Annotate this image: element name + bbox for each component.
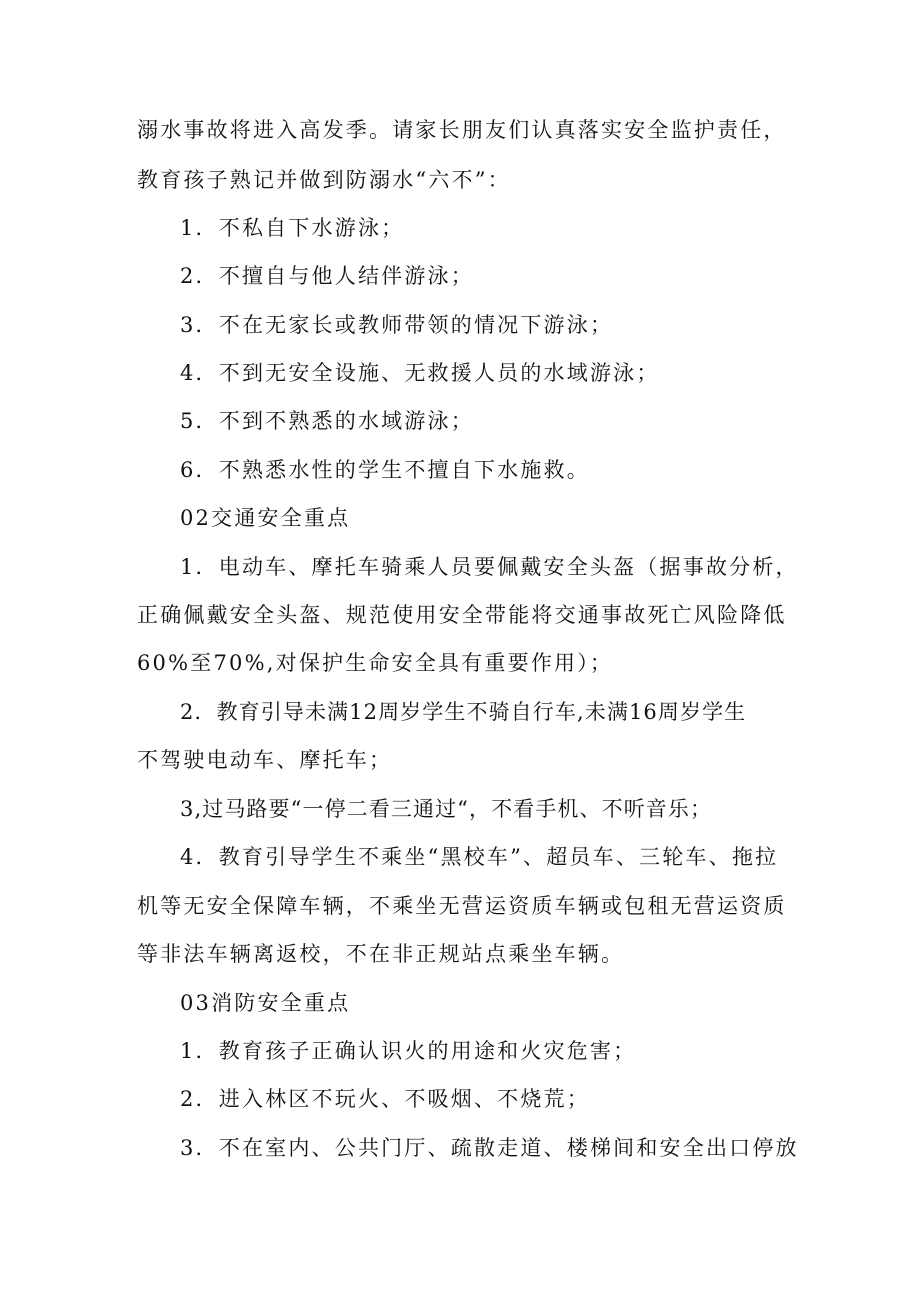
section-heading: 03消防安全重点	[180, 991, 351, 1015]
list-item: 2．不擅自与他人结伴游泳；	[180, 264, 474, 288]
list-item: 1．电动车、摩托车骑乘人员要佩戴安全头盔（据事故分析，	[180, 555, 799, 579]
list-item: 3．不在无家长或教师带领的情况下游泳；	[180, 313, 614, 337]
paragraph-line: 60%至70%,对保护生命安全具有重要作用）；	[137, 651, 614, 675]
section-heading: 02交通安全重点	[180, 506, 351, 530]
list-item: 1．不私自下水游泳；	[180, 216, 405, 240]
paragraph-line: 溺水事故将进入高发季。请家长朋友们认真落实安全监护责任，	[137, 118, 787, 142]
list-item: 3,过马路要“一停二看三通过“，不看手机、不听音乐；	[180, 797, 713, 821]
list-item: 6．不熟悉水性的学生不擅自下水施救。	[180, 458, 590, 482]
list-item: 2．进入林区不玩火、不吸烟、不烧荒；	[180, 1087, 590, 1111]
list-item: 5．不到不熟悉的水域游泳；	[180, 409, 474, 433]
list-item: 4．教育引导学生不乘坐“黑校车”、超员车、三轮车、拖拉	[180, 845, 779, 869]
list-item: 3．不在室内、公共门厅、疏散走道、楼梯间和安全出口停放	[180, 1136, 799, 1160]
paragraph-line: 教育孩子熟记并做到防溺水“六不”：	[137, 168, 511, 192]
paragraph-line: 不驾驶电动车、摩托车；	[137, 748, 393, 772]
list-item: 2．教育引导未满12周岁学生不骑自行车,未满16周岁学生	[180, 700, 747, 724]
list-item: 4．不到无安全设施、无救援人员的水域游泳；	[180, 361, 660, 385]
paragraph-line: 机等无安全保障车辆，不乘坐无营运资质车辆或包租无营运资质	[137, 894, 787, 918]
list-item: 1．教育孩子正确认识火的用途和火灾危害；	[180, 1039, 637, 1063]
paragraph-line: 正确佩戴安全头盔、规范使用安全带能将交通事故死亡风险降低	[137, 603, 787, 627]
paragraph-line: 等非法车辆离返校，不在非正规站点乘坐车辆。	[137, 942, 625, 966]
